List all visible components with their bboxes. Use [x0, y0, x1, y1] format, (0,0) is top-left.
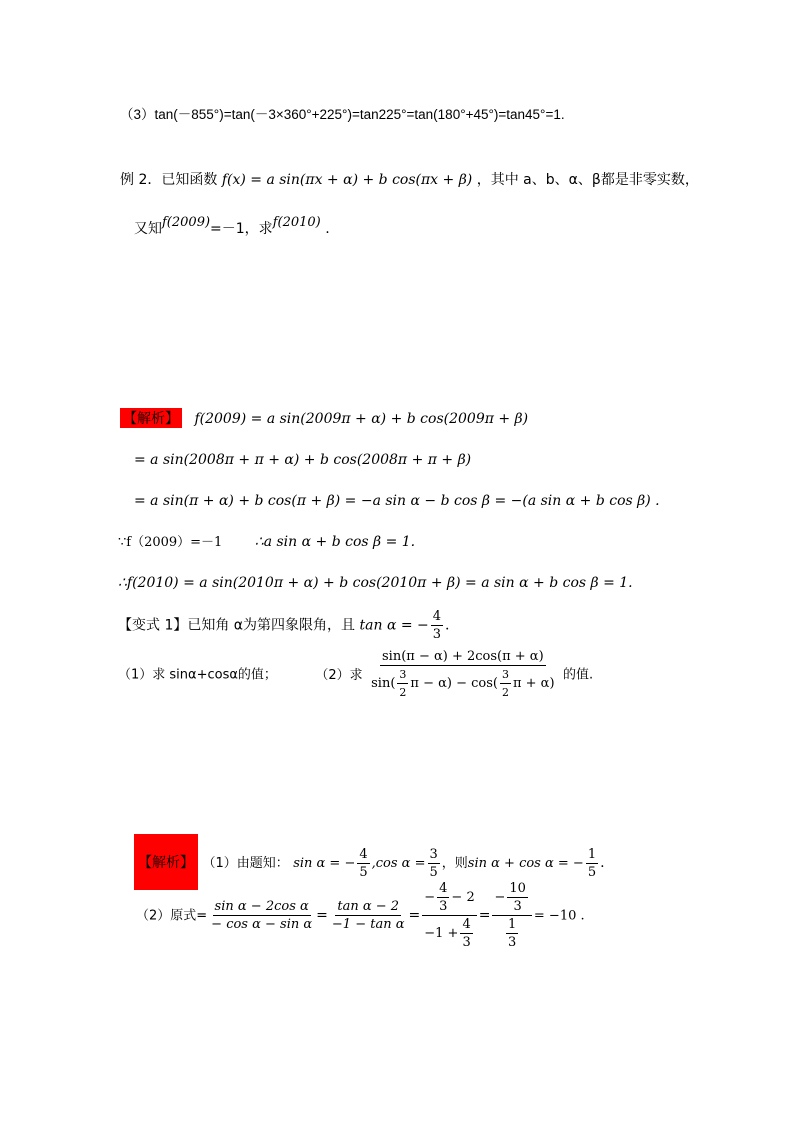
- example-2-line-2: [134, 213, 330, 239]
- frac-den: 3: [432, 627, 442, 642]
- inner-frac: [506, 916, 518, 951]
- frac-num: 4: [432, 609, 442, 624]
- example-2-condition: ，其中 a、b、α、β都是非零实数，: [476, 172, 699, 188]
- solution-1-eq-3: = a sin(π + α) + b cos(π + β) = −a sin α − b cos β = −(a sin α + b cos β) .: [134, 493, 660, 509]
- solution-1-result: ∴f(2010) = a sin(2010π + α) + b cos(2010π + β) = a sin α + b cos β = 1.: [118, 575, 633, 591]
- sin-fraction: [357, 846, 369, 881]
- inner-frac: [460, 916, 472, 951]
- item-3: [120, 105, 565, 125]
- frac-num: 4: [439, 881, 448, 896]
- q2-den-b: π − α) − cos(: [410, 676, 498, 691]
- frac-num: 3: [500, 666, 511, 684]
- solution-2-line-2: （2）原式= $\frac{\text{sin α − 2cos α}}{\text{− cos α − sin α}}$ = $\frac{\text{tan α − 2}}{\text{−1 − tan α}}$ = − $\frac{4}{3}$ − 2 −1 + $\frac{4}{3}$ = − $\frac{10}{3}$ $\frac{1}{3}$ = −10 .: [136, 881, 585, 950]
- fraction-4: [492, 880, 531, 951]
- frac-den: 2: [501, 686, 509, 699]
- solution-2-part-2: （2）原式=: [136, 908, 208, 924]
- frac-den: −1 − tan α: [331, 917, 405, 932]
- variant-1-q2-tail: 的值.: [562, 667, 594, 683]
- variant-1-questions: [118, 648, 593, 701]
- frac-num: 4: [359, 846, 368, 862]
- solution-2-then: ，则: [441, 856, 468, 871]
- frac-num: − $\frac{4}{3}$ − 2: [424, 881, 475, 914]
- frac-num: − $\frac{10}{3}$: [492, 880, 531, 916]
- q2-den-a: sin(: [371, 676, 396, 691]
- sum-fraction: [586, 846, 598, 881]
- fraction-3: [422, 880, 476, 951]
- q2-den-frac-1: [397, 666, 408, 701]
- frac-den: 3: [513, 899, 522, 914]
- solution-1-eq-2: = a sin(2008π + π + α) + b cos(2008π + π + β): [134, 452, 472, 468]
- solution-1-eq-1: f(2009) = a sin(2009π + α) + b cos(2009π + β): [194, 411, 529, 427]
- q2-numerator: sin(π − α) + 2cos(π + α): [382, 649, 544, 664]
- example-2-f2010: f(2010): [272, 215, 321, 230]
- solution-2-result: = −10 .: [533, 908, 585, 924]
- example-2-prefix: 例 2．已知函数: [120, 172, 218, 188]
- solution-2-sin: sin α = −: [293, 856, 356, 871]
- solution-2-sum: sin α + cos α = −: [467, 856, 584, 871]
- solution-2-cos: ,cos α =: [371, 856, 426, 871]
- solution-tag-1: 【解析】: [120, 408, 182, 428]
- frac-num: sin α − 2cos α: [214, 899, 309, 914]
- inner-frac: [507, 880, 528, 915]
- example-2-line-1: [120, 170, 699, 190]
- solution-1-line-4: [118, 532, 415, 553]
- fraction-1: [209, 898, 314, 933]
- q2-denominator: [369, 666, 556, 701]
- example-2-f2009: f(2009): [162, 215, 211, 230]
- inner-frac: [437, 880, 449, 915]
- solution-1-line-2: [134, 450, 471, 470]
- example-2-eq: =－1，求: [210, 221, 273, 237]
- solution-tag-2: 【解析】: [134, 834, 198, 890]
- solution-1-therefore: ∴a sin α + b cos β = 1.: [254, 534, 416, 550]
- f3-num-tail: − 2: [451, 890, 475, 905]
- frac-num: 1: [587, 846, 597, 862]
- frac-den: [422, 916, 476, 951]
- variant-1-label: 【变式 1】已知角 α为第四象限角，且: [118, 617, 356, 634]
- solution-1-line-1: [120, 408, 528, 429]
- frac-num: 1: [508, 917, 517, 932]
- example-2-period: .: [325, 221, 330, 237]
- variant-1-q1: （1）求 sinα+cosα的值；: [118, 667, 277, 683]
- variant-1-q2-fraction: [369, 648, 556, 701]
- example-2-function: f(x) = a sin(πx + α) + b cos(πx + β): [221, 172, 473, 188]
- frac-den: 3: [439, 899, 448, 914]
- solution-1-given: ∵f（2009）=－1: [118, 535, 223, 550]
- frac-den: 5: [429, 864, 438, 880]
- variant-1-tan: tan α = −: [359, 617, 429, 634]
- solution-1-line-5: [118, 573, 633, 593]
- frac-num: 4: [462, 917, 471, 932]
- frac-num: tan α − 2: [337, 899, 400, 914]
- frac-num: 10: [509, 881, 526, 896]
- frac-num: 3: [397, 666, 408, 684]
- item-3-text: （3）tan(－855°)=tan(－3×360°+225°)=tan225°=tan(180°+45°)=tan45°=1.: [120, 107, 565, 122]
- q2-den-c: π + α): [512, 676, 555, 691]
- q2-den-frac-2: [500, 666, 511, 701]
- fraction-2: [330, 898, 407, 933]
- variant-1-line: 【变式 1】已知角 α为第四象限角，且 tan α = − $\frac{4}{3}$ .: [118, 609, 450, 642]
- cos-fraction: [428, 846, 440, 881]
- frac-den: 5: [587, 864, 597, 880]
- solution-2-line-1: 【解析】 （1）由题知： sin α = − $\frac{4}{5}$ ,cos α = $\frac{3}{5}$ ，则sin α + cos α = − $\frac{1}{5}$ .: [134, 834, 605, 890]
- variant-1-q2: （2）求: [315, 667, 363, 683]
- frac-den: 2: [399, 686, 407, 699]
- example-2-known: 又知: [134, 221, 162, 237]
- f3-den-head: −1 +: [424, 926, 459, 941]
- solution-1-line-3: [134, 491, 660, 511]
- frac-den: 3: [508, 935, 517, 950]
- frac-den: − cos α − sin α: [211, 917, 313, 932]
- frac-den: [502, 916, 522, 951]
- variant-1-tan-fraction: [431, 608, 443, 643]
- frac-den: 5: [359, 864, 368, 880]
- frac-num: 3: [429, 846, 438, 862]
- solution-2-part-1: （1）由题知：: [202, 856, 289, 871]
- frac-den: 3: [462, 935, 471, 950]
